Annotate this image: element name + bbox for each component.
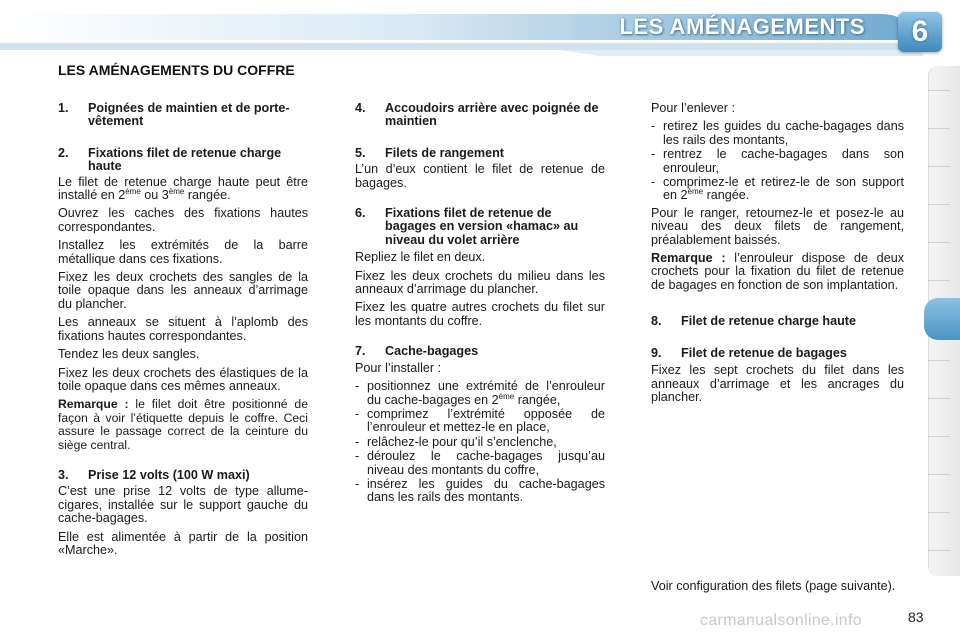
tab-divider	[928, 204, 950, 205]
paragraph: Fixez les deux crochets du milieu dans les anneaux d’arrimage du plancher.	[355, 268, 605, 297]
column-2	[355, 102, 605, 509]
heading-2	[58, 147, 308, 174]
paragraph: Tendez les deux sangles.	[58, 347, 200, 362]
tab-divider	[928, 398, 950, 399]
list-item: - retirez les guides du cache-bagages dans les rails des montants,	[651, 119, 904, 147]
heading-text: Prise 12 volts (100 W maxi)	[88, 467, 250, 482]
heading-text: Accoudoirs arrière avec poignée de maintien	[385, 101, 599, 129]
tab-divider	[928, 512, 950, 513]
remark-label: Remarque :	[58, 397, 129, 412]
paragraph: Voir configuration des filets (page suivante).	[651, 579, 896, 593]
paragraph: Fixez les deux crochets des élastiques de la toile opaque dans ces mêmes anneaux.	[58, 365, 308, 393]
paragraph: Elle est alimentée à partir de la position «Marche».	[58, 529, 308, 557]
paragraph: Pour l’installer :	[355, 360, 442, 375]
heading-text: Cache-bagages	[385, 344, 479, 359]
tab-divider	[928, 474, 950, 475]
heading-number: 9.	[651, 345, 662, 360]
page-number: 83	[908, 609, 924, 625]
chapter-number-badge: 6	[898, 12, 942, 52]
heading-number: 5.	[355, 145, 366, 160]
heading-text: Fixations filet de retenue de bagages en version «hamac» au niveau du volet arrière	[385, 206, 579, 247]
list-item: - insérez les guides du cache-bagages dans les rails des montants.	[355, 476, 605, 505]
remark-paragraph: Remarque : le filet doit être positionné de façon à voir l’étiquette depuis le coffre. Ceci assure le passage correct de la ceinture du siège central.	[58, 397, 308, 452]
list-item: - comprimez l’extrémité opposée de l’enrouleur et mettez-le en place,	[355, 406, 605, 435]
heading-5	[355, 147, 605, 160]
heading-text: Filet de retenue de bagages	[681, 345, 847, 360]
heading-text: Filet de retenue charge haute	[681, 314, 856, 329]
section-title: LES AMÉNAGEMENTS DU COFFRE	[58, 62, 295, 78]
heading-3	[58, 469, 308, 482]
list-item: - rentrez le cache-bagages dans son enrouleur,	[651, 147, 904, 175]
heading-number: 6.	[355, 206, 366, 221]
tab-divider	[928, 360, 950, 361]
heading-number: 2.	[58, 145, 69, 160]
see-next-page-note	[651, 580, 904, 598]
tab-divider	[928, 280, 950, 281]
list-item: - relâchez-le pour qu’il s’enclenche,	[355, 434, 557, 449]
heading-1	[58, 102, 308, 129]
paragraph: Les anneaux se situent à l’aplomb des fixations hautes correspondantes.	[58, 315, 308, 343]
heading-text: Fixations filet de retenue charge haute	[88, 145, 282, 174]
paragraph: Pour le ranger, retournez-le et posez-le au niveau des deux filets de rangement, préalablement baissés.	[651, 205, 904, 247]
list-item: - déroulez le cache-bagages jusqu’au niveau des montants du coffre,	[355, 449, 605, 477]
tab-divider	[928, 128, 950, 129]
list-item: - comprimez-le et retirez-le de son support en 2ème rangée.	[651, 175, 904, 203]
heading-number: 7.	[355, 344, 366, 359]
heading-text: Filets de rangement	[385, 145, 504, 160]
tab-divider	[928, 166, 950, 167]
paragraph: L’un d’eux contient le filet de retenue de bagages.	[355, 162, 605, 190]
removal-steps-list	[651, 120, 904, 202]
paragraph: Fixez les sept crochets du filet dans les anneaux d’arrimage et les ancrages du plancher.	[651, 363, 904, 404]
paragraph: Installez les extrémités de la barre métallique dans ces fixations.	[58, 238, 308, 266]
column-3	[651, 102, 904, 409]
watermark: carmanualsonline.info	[700, 612, 862, 629]
tab-divider	[928, 436, 950, 437]
heading-number: 8.	[651, 314, 662, 329]
install-steps-list	[355, 380, 605, 505]
heading-4	[355, 102, 605, 129]
heading-number: 3.	[58, 467, 69, 482]
paragraph: Fixez les deux crochets des sangles de la toile opaque dans les anneaux d’arrimage du plancher.	[58, 270, 308, 311]
heading-9	[651, 347, 904, 360]
heading-8	[651, 315, 904, 328]
paragraph: Ouvrez les caches des fixations hautes correspondantes.	[58, 206, 308, 234]
remark-label: Remarque :	[651, 251, 726, 266]
paragraph: Fixez les quatre autres crochets du filet sur les montants du coffre.	[355, 300, 605, 328]
column-1	[58, 102, 308, 562]
chapter-title: LES AMÉNAGEMENTS	[619, 14, 865, 39]
heading-number: 4.	[355, 101, 366, 115]
tab-divider	[928, 90, 950, 91]
heading-text: Poignées de maintien et de porte-vêtement	[88, 101, 290, 129]
active-chapter-tab[interactable]	[924, 298, 960, 340]
list-item: - positionnez une extrémité de l’enrouleur du cache-bagages en 2ème rangée,	[355, 379, 605, 407]
tab-divider	[928, 550, 950, 551]
paragraph: Le filet de retenue charge haute peut être installé en 2ème ou 3ème rangée.	[58, 174, 308, 203]
paragraph: C’est une prise 12 volts de type allume-cigares, installée sur le support gauche du cache-bagages.	[58, 484, 308, 526]
heading-number: 1.	[58, 101, 69, 115]
paragraph: Pour l’enlever :	[651, 101, 735, 115]
heading-7	[355, 345, 605, 358]
heading-6	[355, 207, 605, 247]
remark-paragraph: Remarque : l’enrouleur dispose de deux crochets pour la fixation du filet de retenue de bagages en fonction de son implantation.	[651, 251, 904, 292]
paragraph: Repliez le filet en deux.	[355, 250, 486, 265]
tab-divider	[928, 242, 950, 243]
